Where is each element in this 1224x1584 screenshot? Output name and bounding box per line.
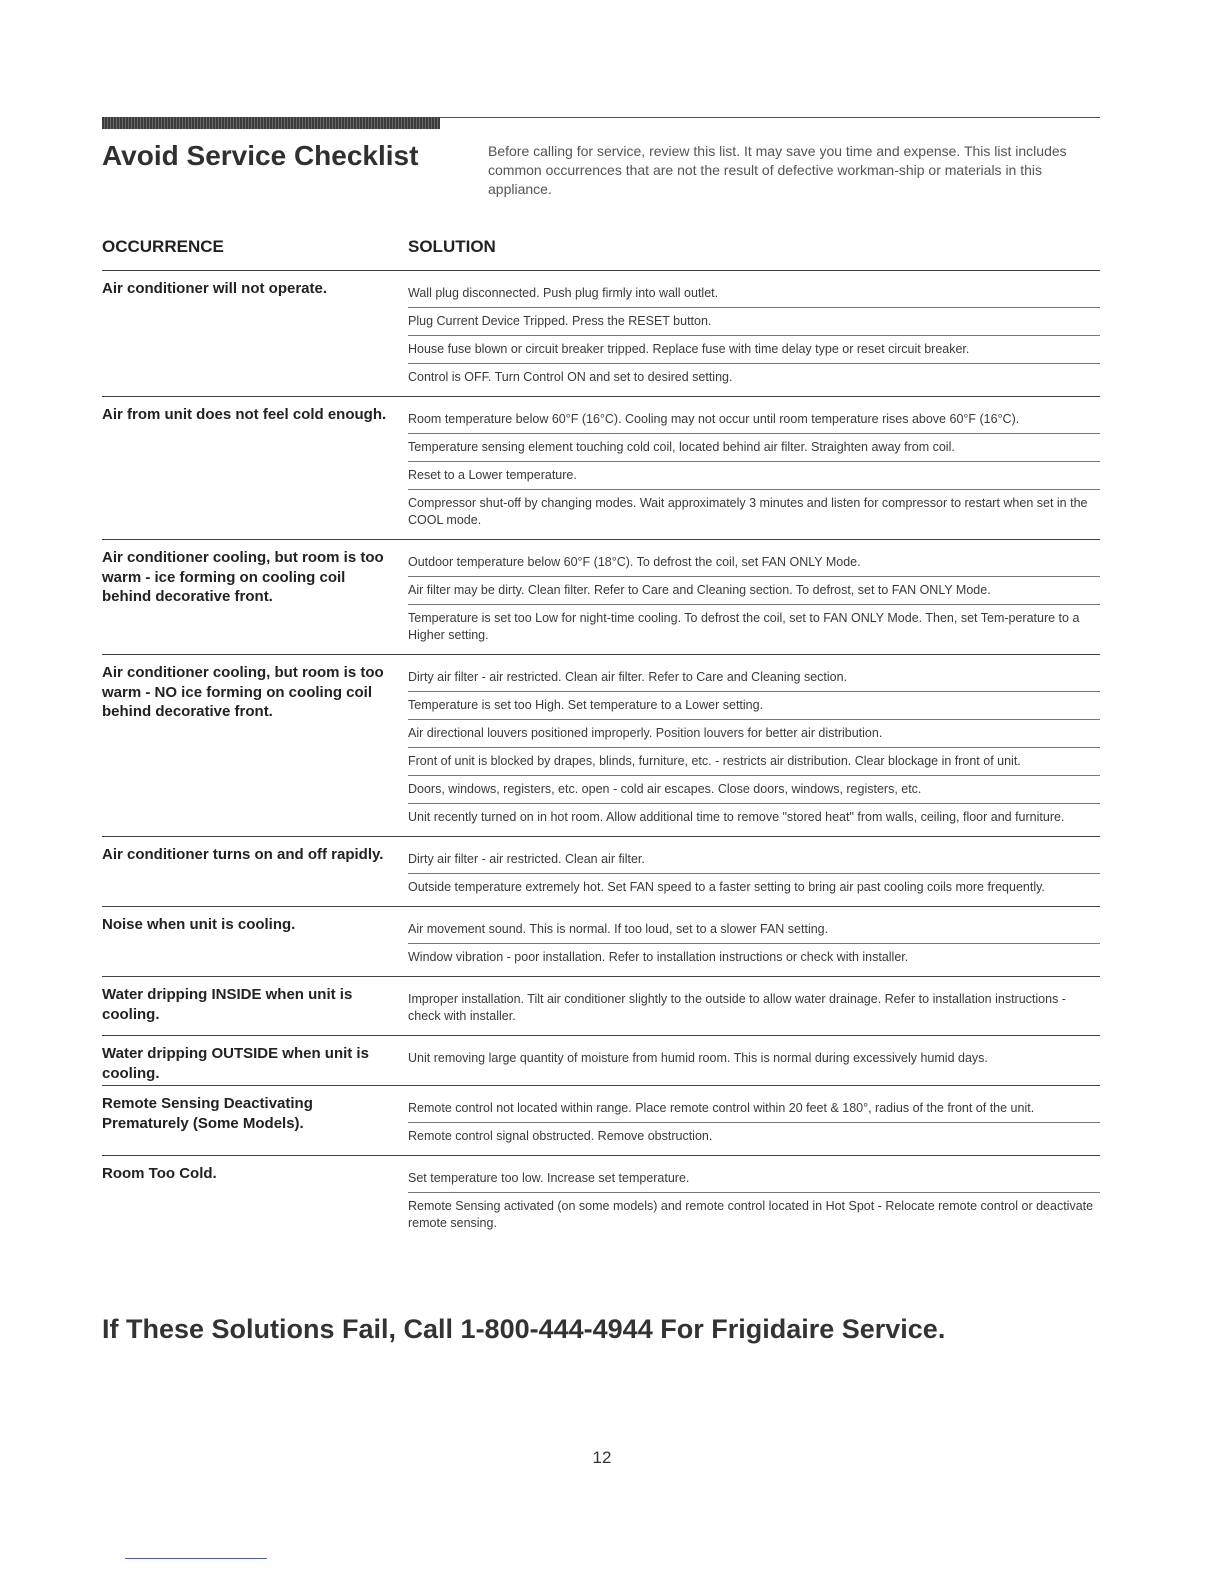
occurrence-text: Remote Sensing Deactivating Prematurely (Some Models). [102,1095,313,1132]
solution-item: Remote control signal obstructed. Remove obstruction. [408,1129,713,1143]
solution-column-header: SOLUTION [408,237,496,256]
checklist-row [102,654,1100,836]
solution-item: Window vibration - poor installation. Refer to installation instructions or check with installer. [408,950,909,964]
solution-item: Compressor shut-off by changing modes. Wait approximately 3 minutes and listen for compressor to restart when set in the COOL mode. [408,496,1088,527]
solution-item: Remote Sensing activated (on some models) and remote control located in Hot Spot - Relocate remote control or deactivate remote sensing. [408,1199,1094,1230]
checklist-row [102,976,1100,1035]
solution-item: Unit recently turned on in hot room. Allow additional time to remove "stored heat" from walls, ceiling, floor and furniture. [408,810,1065,824]
solution-item: Dirty air filter - air restricted. Clean air filter. [408,851,1100,874]
solution-item: Air directional louvers positioned improperly. Position louvers for better air distribution. [408,725,1100,748]
page-number: 12 [592,1448,612,1467]
occurrence-text: Air conditioner turns on and off rapidly. [102,846,384,863]
solution-item: Temperature is set too Low for night-time cooling. To defrost the coil, set to FAN ONLY Mode. Then, set Tem-perature to a Higher setting. [408,611,1080,642]
occurrence-text: Water dripping OUTSIDE when unit is cooling. [102,1045,369,1082]
solution-item: Air movement sound. This is normal. If too loud, set to a slower FAN setting. [408,921,1100,944]
occurrence-column-header: OCCURRENCE [102,237,224,256]
solution-item: Front of unit is blocked by drapes, blinds, furniture, etc. - restricts air distribution. Clear blockage in front of unit. [408,753,1100,776]
occurrence-text: Water dripping INSIDE when unit is cooling. [102,986,353,1023]
solution-item: Room temperature below 60°F (16°C). Cooling may not occur until room temperature rises above 60°F (16°C). [408,411,1100,434]
page-title: Avoid Service Checklist [102,140,419,171]
solution-list [408,1094,1100,1153]
occurrence-text: Air conditioner will not operate. [102,280,328,297]
bottom-link-underline [125,1558,267,1559]
solution-item: Remote control not located within range. Place remote control within 20 feet & 180°, radius of the front of the unit. [408,1100,1100,1123]
checklist-table [102,270,1100,1242]
solution-item: Unit removing large quantity of moisture from humid room. This is normal during excessively humid days. [408,1051,988,1065]
solution-item: Improper installation. Tilt air conditioner slightly to the outside to allow water drainage. Refer to installation instructions - check with installer. [408,992,1066,1023]
solution-item: Temperature is set too High. Set temperature to a Lower setting. [408,697,1100,720]
solution-list [408,279,1100,394]
checklist-row [102,906,1100,976]
solution-item: Plug Current Device Tripped. Press the RESET button. [408,313,1100,336]
solution-list [408,1044,1100,1083]
solution-item: House fuse blown or circuit breaker tripped. Replace fuse with time delay type or reset circuit breaker. [408,341,1100,364]
solution-item: Set temperature too low. Increase set temperature. [408,1170,1100,1193]
checklist-row [102,539,1100,654]
service-call-footer: If These Solutions Fail, Call 1-800-444-4944 For Frigidaire Service. [102,1314,946,1344]
checklist-row [102,1155,1100,1242]
solution-list [408,845,1100,904]
occurrence-text: Noise when unit is cooling. [102,916,296,933]
checklist-row [102,1085,1100,1155]
occurrence-text: Air conditioner cooling, but room is too warm - ice forming on cooling coil behind decorative front. [102,549,384,605]
header-rule [440,117,1100,118]
solution-list [408,1164,1100,1240]
solution-item: Temperature sensing element touching cold coil, located behind air filter. Straighten away from coil. [408,439,1100,462]
solution-list [408,663,1100,834]
solution-item: Outside temperature extremely hot. Set FAN speed to a faster setting to bring air past cooling coils more frequently. [408,880,1045,894]
header-bar-decoration [102,117,440,129]
occurrence-text: Air from unit does not feel cold enough. [102,406,387,423]
solution-item: Reset to a Lower temperature. [408,467,1100,490]
solution-item: Outdoor temperature below 60°F (18°C). To defrost the coil, set FAN ONLY Mode. [408,554,1100,577]
solution-item: Dirty air filter - air restricted. Clean air filter. Refer to Care and Cleaning section. [408,669,1100,692]
checklist-row [102,396,1100,539]
occurrence-text: Air conditioner cooling, but room is too warm - NO ice forming on cooling coil behind decorative front. [102,664,384,720]
solution-list [408,405,1100,537]
solution-item: Control is OFF. Turn Control ON and set to desired setting. [408,370,733,384]
solution-list [408,915,1100,974]
solution-item: Wall plug disconnected. Push plug firmly into wall outlet. [408,285,1100,308]
occurrence-text: Room Too Cold. [102,1165,217,1182]
solution-list [408,985,1100,1033]
solution-list [408,548,1100,652]
solution-item: Air filter may be dirty. Clean filter. Refer to Care and Cleaning section. To defrost, set to FAN ONLY Mode. [408,582,1100,605]
solution-item: Doors, windows, registers, etc. open - cold air escapes. Close doors, windows, registers, etc. [408,781,1100,804]
checklist-row [102,270,1100,396]
checklist-row [102,1035,1100,1085]
checklist-row [102,836,1100,906]
intro-text: Before calling for service, review this list. It may save you time and expense. This list includes common occurrences that are not the result of defective workman-ship or materials in this appliance. [488,143,1067,197]
